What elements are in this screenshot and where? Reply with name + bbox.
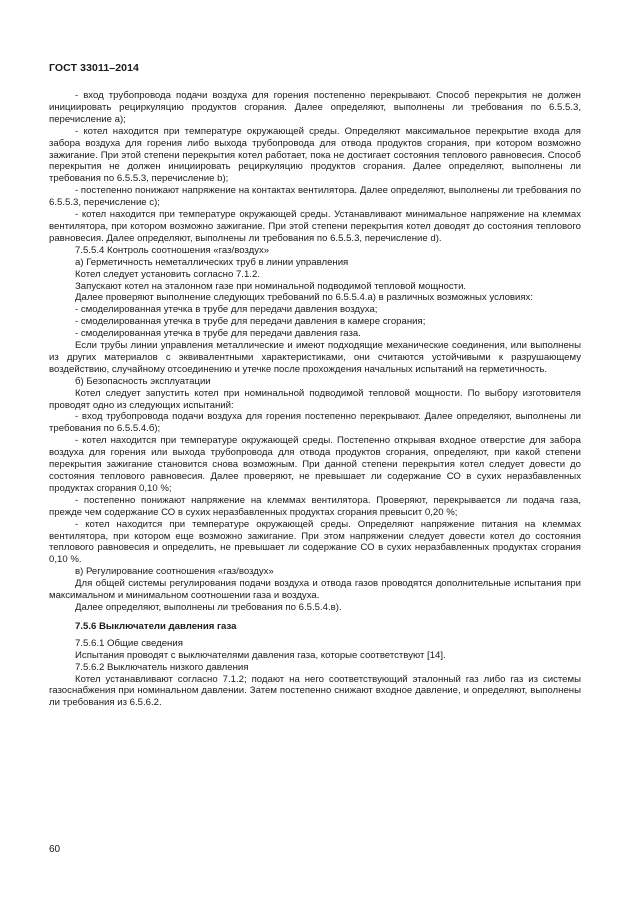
paragraph: Для общей системы регулирования подачи воздуха и отвода газов проводятся дополнительные испытания при максимальном и минимальном соотношении газа и воздуха. <box>49 578 581 602</box>
list-item: - котел находится при температуре окружающей среды. Определяют напряжение питания на клеммах вентилятора, при котором еще возможно зажигание. При этом напряжении следует довести котел до состояния теплового равновесия и определить, не превышает ли содержание СО в сухих неразбавленных продуктах сгорания 0,10 %. <box>49 518 581 566</box>
section-heading-bold: 7.5.6 Выключатели давления газа <box>75 620 237 632</box>
paragraph: - вход трубопровода подачи воздуха для горения постепенно перекрывают. Способ перекрытия не должен инициировать рециркуляцию продуктов сгорания. Далее определяют, выполнены ли требования по 6.5.5.3, перечисление a); <box>49 90 581 125</box>
section-heading: 7.5.5.4 Контроль соотношения «газ/воздух» <box>75 244 270 256</box>
subsection-heading: в) Регулирование соотношения «газ/воздух» <box>75 566 274 578</box>
subsection-heading: б) Безопасность эксплуатации <box>75 375 211 387</box>
paragraph: - котел находится при температуре окружающей среды. Устанавливают минимальное напряжение на клеммах вентилятора, при котором возможно зажигание. При этой степени перекрытия котел доводят до состояния теплового равновесия. Далее определяют, выполнены ли требования по 6.5.5.3, перечисление d). <box>49 209 581 244</box>
paragraph: Испытания проводят с выключателями давления газа, которые соответствуют [14]. <box>75 649 446 661</box>
paragraph: Далее определяют, выполнены ли требования по 6.5.5.4.в). <box>75 601 342 613</box>
paragraph: Котел следует установить согласно 7.1.2. <box>75 268 260 280</box>
page-number: 60 <box>49 844 61 855</box>
paragraph: - постепенно понижают напряжение на контактах вентилятора. Далее определяют, выполнены ли требования по 6.5.5.3, перечисление c); <box>49 185 581 209</box>
paragraph: Если трубы линии управления металлические и имеют подходящие механические соединения, или выполнены из других материалов с эквивалентными характеристиками, они считаются устойчивыми к разрушающему воздействию, случайному отсоединению и утечке после прохождения начальных испытаний на герметичность. <box>49 340 581 375</box>
paragraph: Котел устанавливают согласно 7.1.2; подают на него соответствующий эталонный газ либо газ из системы газоснабжения при номинальном давлении. Затем постепенно снижают входное давление, и определяют, выполнены ли требования из 6.5.6.2. <box>49 673 581 709</box>
paragraph: Котел следует запустить котел при номинальной подводимой тепловой мощности. По выбору изготовителя проводят одно из следующих испытаний: <box>49 387 581 411</box>
paragraph: Запускают котел на эталонном газе при номинальной подводимой тепловой мощности. <box>75 280 467 292</box>
paragraph: - котел находится при температуре окружающей среды. Определяют максимальное перекрытие входа для забора воздуха для горения либо выхода трубопровода для отвода продуктов сгорания, при котором возможно зажигание. При этой степени перекрытия котел работает, пока не достигает состояния теплового равновесия. Способ перекрытия не должен инициировать рециркуляцию продуктов сгорания. Далее определяют, выполнены ли требования по 6.5.5.3, перечисление b); <box>49 125 581 185</box>
list-item: - котел находится при температуре окружающей среды. Постепенно открывая входное отверстие для забора воздуха для горения или выхода трубопровода для отвода продуктов сгорания, определяют, при какой степени перекрытия зажигание становится снова возможным. При данной степени перекрытия котел следует довести до состояния теплового равновесия. Далее проверяют, не превышает ли содержание СО в сухих неразбавленных продуктах сгорания 0,10 %; <box>49 435 581 494</box>
section-heading: 7.5.6.1 Общие сведения <box>75 637 183 649</box>
list-item: - смоделированная утечка в трубе для передачи давления в камере сгорания; <box>75 316 426 328</box>
subsection-heading: а) Герметичность неметаллических труб в линии управления <box>75 256 349 268</box>
list-item: - вход трубопровода подачи воздуха для горения постепенно перекрывают. Далее определяют, выполнены ли требования по 6.5.5.4.б); <box>49 411 581 435</box>
standard-header: ГОСТ 33011–2014 <box>49 62 139 74</box>
list-item: - смоделированная утечка в трубе для передачи давления воздуха; <box>75 304 378 316</box>
section-heading: 7.5.6.2 Выключатель низкого давления <box>75 661 249 673</box>
paragraph: Далее проверяют выполнение следующих требований по 6.5.5.4.а) в различных возможных условиях: <box>75 292 534 304</box>
list-item: - смоделированная утечка в трубе для передачи давления газа. <box>75 328 361 340</box>
list-item: - постепенно понижают напряжение на клеммах вентилятора. Проверяют, перекрывается ли подача газа, прежде чем содержание СО в сухих неразбавленных продуктах сгорания превысит 0,20 %; <box>49 494 581 518</box>
document-body <box>49 90 581 709</box>
